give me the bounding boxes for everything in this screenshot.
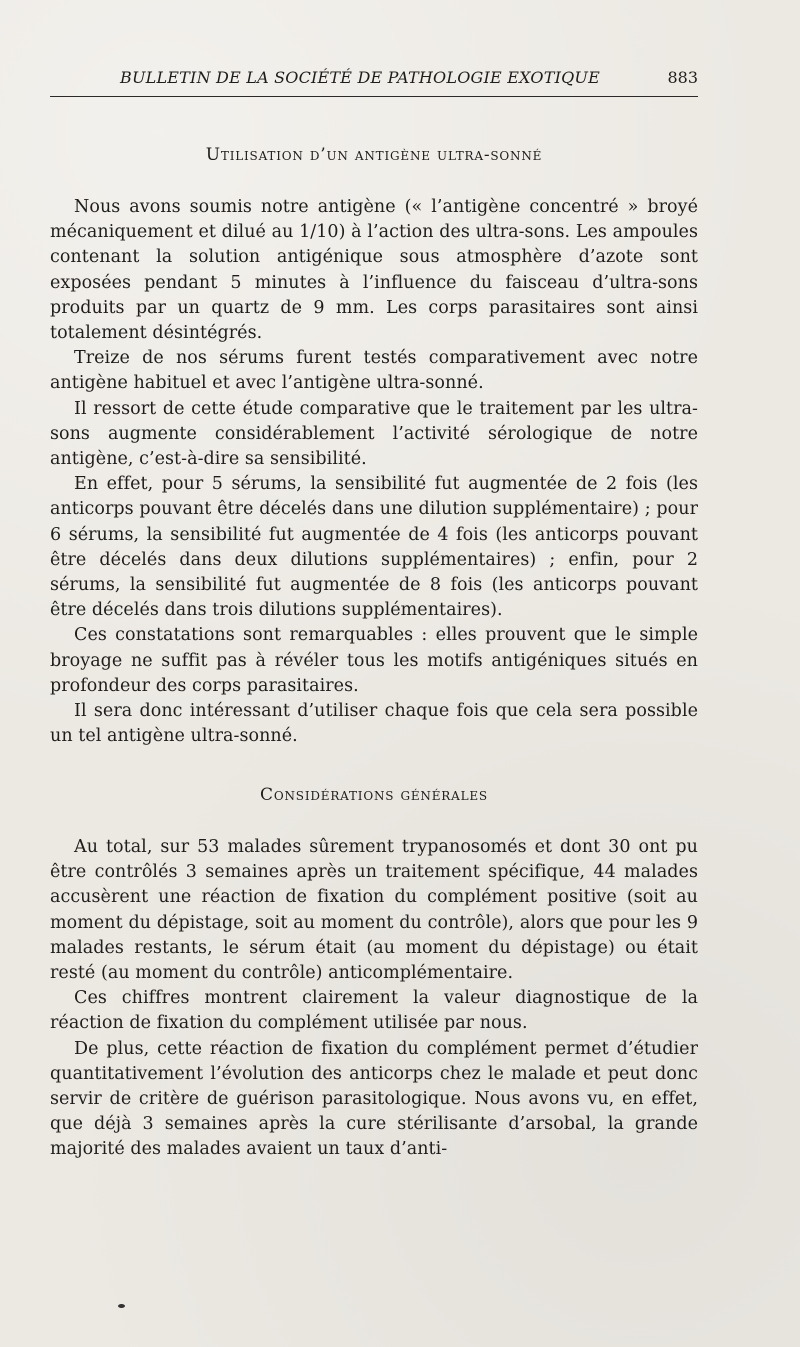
page-header [50, 64, 698, 100]
paragraph: De plus, cette réaction de fixation du complément permet d’étudier quantitativement l’évolution des anticorps chez le malade et peut donc servir de critère de guérison parasitologique. Nous avons vu, en effet, que déjà 3 semaines après la cure stérilisante d’arsobal, la grande majorité des malades avaient un taux d’anti- [50, 1038, 698, 1160]
header-rule [50, 96, 698, 97]
paragraph: Ces constatations sont remarquables : elles prouvent que le simple broyage ne suffit pas à révéler tous les motifs antigéniques situés en profondeur des corps parasitaires. [50, 625, 698, 696]
running-title: BULLETIN DE LA SOCIÉTÉ DE PATHOLOGIE EXOTIQUE [120, 68, 600, 87]
paragraph: Il sera donc intéressant d’utiliser chaque fois que cela sera possible un tel antigène ultra-sonné. [50, 701, 698, 747]
section-heading-ultrasound-antigen: Utilisation d’un antigène ultra-sonné [205, 145, 543, 165]
section-body-ultrasound-antigen [50, 195, 698, 749]
page-number: 883 [667, 68, 698, 87]
ink-speck [118, 1304, 125, 1308]
paragraph: En effet, pour 5 sérums, la sensibilité fut augmentée de 2 fois (les anticorps pouvant être décelés dans une dilution supplémentaire) ; pour 6 sérums, la sensibilité fut augmentée de 4 fois (les anticorps pouvant être décelés dans deux dilutions supplémentaires) ; enfin, pour 2 sérums, la sensibilité fut augmentée de 8 fois (les anticorps pouvant être décelés dans trois dilutions supplémentaires). [50, 474, 698, 621]
paragraph: Nous avons soumis notre antigène (« l’antigène concentré » broyé mécaniquement et dilué au 1/10) à l’action des ultra-sons. Les ampoules contenant la solution antigénique sous atmosphère d’azote sont exposées pendant 5 minutes à l’influence du faisceau d’ultra-sons produits par un quartz de 9 mm. Les corps parasitaires sont ainsi totalement désintégrés. [50, 197, 698, 344]
section-heading-general-considerations: Considérations générales [260, 785, 488, 805]
paragraph: Il ressort de cette étude comparative que le traitement par les ultra-sons augmente considérablement l’activité sérologique de notre antigène, c’est-à-dire sa sensibilité. [50, 398, 698, 470]
paragraph: Treize de nos sérums furent testés comparativement avec notre antigène habituel et avec l’antigène ultra-sonné. [50, 348, 698, 394]
section-body-general-considerations [50, 835, 698, 1163]
paragraph: Au total, sur 53 malades sûrement trypanosomés et dont 30 ont pu être contrôlés 3 semaines après un traitement spécifique, 44 malades accusèrent une réaction de fixation du complément positive (soit au moment du dépistage, soit au moment du contrôle), alors que pour les 9 malades restants, le sérum était (au moment du dépistage) ou était resté (au moment du contrôle) anticomplémentaire. [50, 837, 698, 984]
paragraph: Ces chiffres montrent clairement la valeur diagnostique de la réaction de fixation du complément utilisée par nous. [50, 988, 698, 1034]
